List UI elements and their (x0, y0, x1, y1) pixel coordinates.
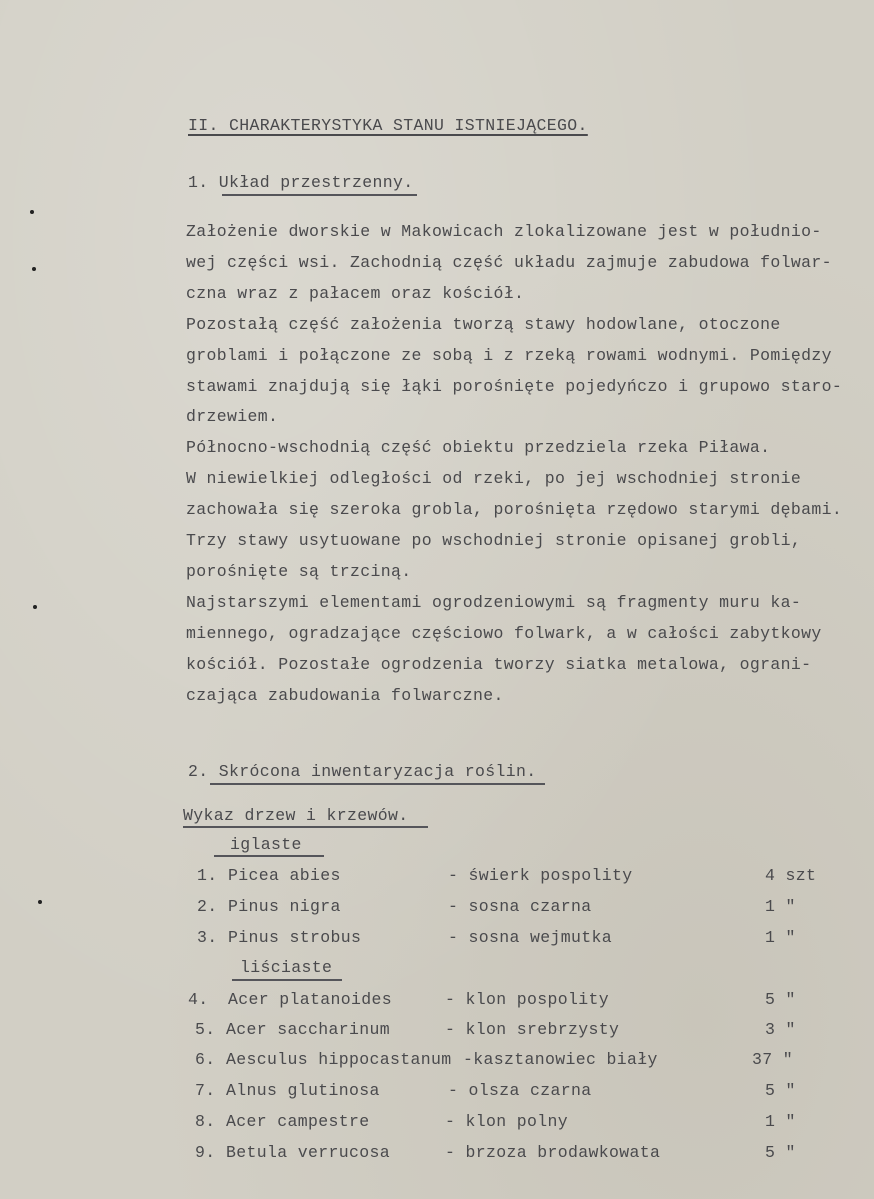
inventory-polish: -kasztanowiec biały (463, 1050, 658, 1069)
section1-line: Trzy stawy usytuowane po wschodniej stronie opisanej grobli, (186, 531, 802, 550)
inventory-polish: - sosna czarna (448, 897, 592, 916)
inventory-polish: - sosna wejmutka (448, 928, 613, 947)
inventory-qty: 5 " (765, 990, 796, 1009)
group-label-lisciaste: liściaste (240, 958, 333, 977)
inventory-qty: 1 " (765, 928, 796, 947)
section1-line: czająca zabudowania folwarczne. (186, 685, 504, 705)
inventory-qty: 3 " (765, 1020, 796, 1039)
inventory-polish: - brzoza brodawkowata (445, 1143, 661, 1162)
section1-line: Północno-wschodnią część obiektu przedziela rzeka Piława. (186, 438, 771, 458)
inventory-qty: 4 szt (765, 866, 817, 885)
inventory-latin: Acer platanoides (228, 990, 393, 1009)
section1-line: Najstarszymi elementami ogrodzeniowymi są fragmenty muru ka- (186, 592, 802, 612)
punch-mark (30, 210, 34, 214)
inventory-qty: 5 " (765, 1081, 796, 1100)
section1-line: stawami znajdują się łąki porośnięte pojedyńczo i grupowo staro- (186, 376, 843, 396)
inventory-no: 9. (195, 1143, 216, 1162)
section1-line: drzewiem. (186, 407, 279, 427)
section1-heading: 1. Układ przestrzenny. (188, 173, 414, 192)
inventory-no: 7. (195, 1081, 216, 1100)
section2-heading: 2. Skrócona inwentaryzacja roślin. (188, 762, 537, 781)
section1-line: kościół. Pozostałe ogrodzenia tworzy siatka metalowa, ograni- (186, 654, 812, 674)
inventory-latin: Alnus glutinosa (226, 1081, 380, 1100)
inventory-qty: 1 " (765, 1112, 796, 1131)
group-label-underline (232, 979, 342, 981)
inventory-no: 5. (195, 1020, 216, 1039)
punch-mark (33, 605, 37, 609)
section1-line: miennego, ogradzające częściowo folwark, a w całości zabytkowy (186, 623, 822, 643)
section1-line: groblami i połączone ze sobą i z rzeką rowami wodnymi. Pomiędzy (186, 345, 832, 365)
inventory-no: 6. (195, 1050, 216, 1069)
section1-line: zachowała się szeroka grobla, porośnięta rzędowo starymi dębami. (186, 500, 843, 520)
section1-heading-underline (222, 194, 417, 196)
inventory-qty: 1 " (765, 897, 796, 916)
inventory-polish: - klon polny (445, 1112, 569, 1131)
inventory-no: 4. (188, 990, 209, 1009)
section1-line: W niewielkiej odległości od rzeki, po jej wschodniej stronie (186, 469, 802, 489)
group-label-underline (214, 855, 324, 857)
inventory-no: 3. (197, 928, 218, 947)
inventory-latin: Aesculus hippocastanum (226, 1050, 452, 1069)
inventory-no: 8. (195, 1112, 216, 1131)
section1-line: Pozostałą część założenia tworzą stawy hodowlane, otoczone (186, 314, 781, 334)
inventory-no: 2. (197, 897, 218, 916)
section2-subheading-underline (183, 826, 428, 828)
inventory-polish: - klon srebrzysty (445, 1020, 620, 1039)
inventory-qty: 5 " (765, 1143, 796, 1162)
inventory-latin: Betula verrucosa (226, 1143, 391, 1162)
inventory-polish: - klon pospolity (445, 990, 610, 1009)
inventory-latin: Acer saccharinum (226, 1020, 391, 1039)
section1-line: Założenie dworskie w Makowicach zlokalizowane jest w południo- (186, 222, 822, 241)
document-title: II. CHARAKTERYSTYKA STANU ISTNIEJĄCEGO. (188, 116, 588, 135)
inventory-polish: - olsza czarna (448, 1081, 592, 1100)
section1-line: porośnięte są trzciną. (186, 561, 412, 581)
inventory-no: 1. (197, 866, 218, 885)
inventory-latin: Pinus nigra (228, 897, 341, 916)
inventory-latin: Acer campestre (226, 1112, 370, 1131)
punch-mark (38, 900, 42, 904)
inventory-latin: Pinus strobus (228, 928, 362, 947)
section2-subheading: Wykaz drzew i krzewów. (183, 806, 409, 825)
section2-heading-underline (210, 783, 545, 785)
punch-mark (32, 267, 36, 271)
inventory-latin: Picea abies (228, 866, 341, 885)
group-label-iglaste: iglaste (230, 835, 302, 854)
section1-line: czna wraz z pałacem oraz kościół. (186, 283, 525, 303)
inventory-qty: 37 " (752, 1050, 794, 1069)
section1-line: wej części wsi. Zachodnią część układu zajmuje zabudowa folwar- (186, 252, 832, 272)
inventory-polish: - świerk pospolity (448, 866, 633, 885)
